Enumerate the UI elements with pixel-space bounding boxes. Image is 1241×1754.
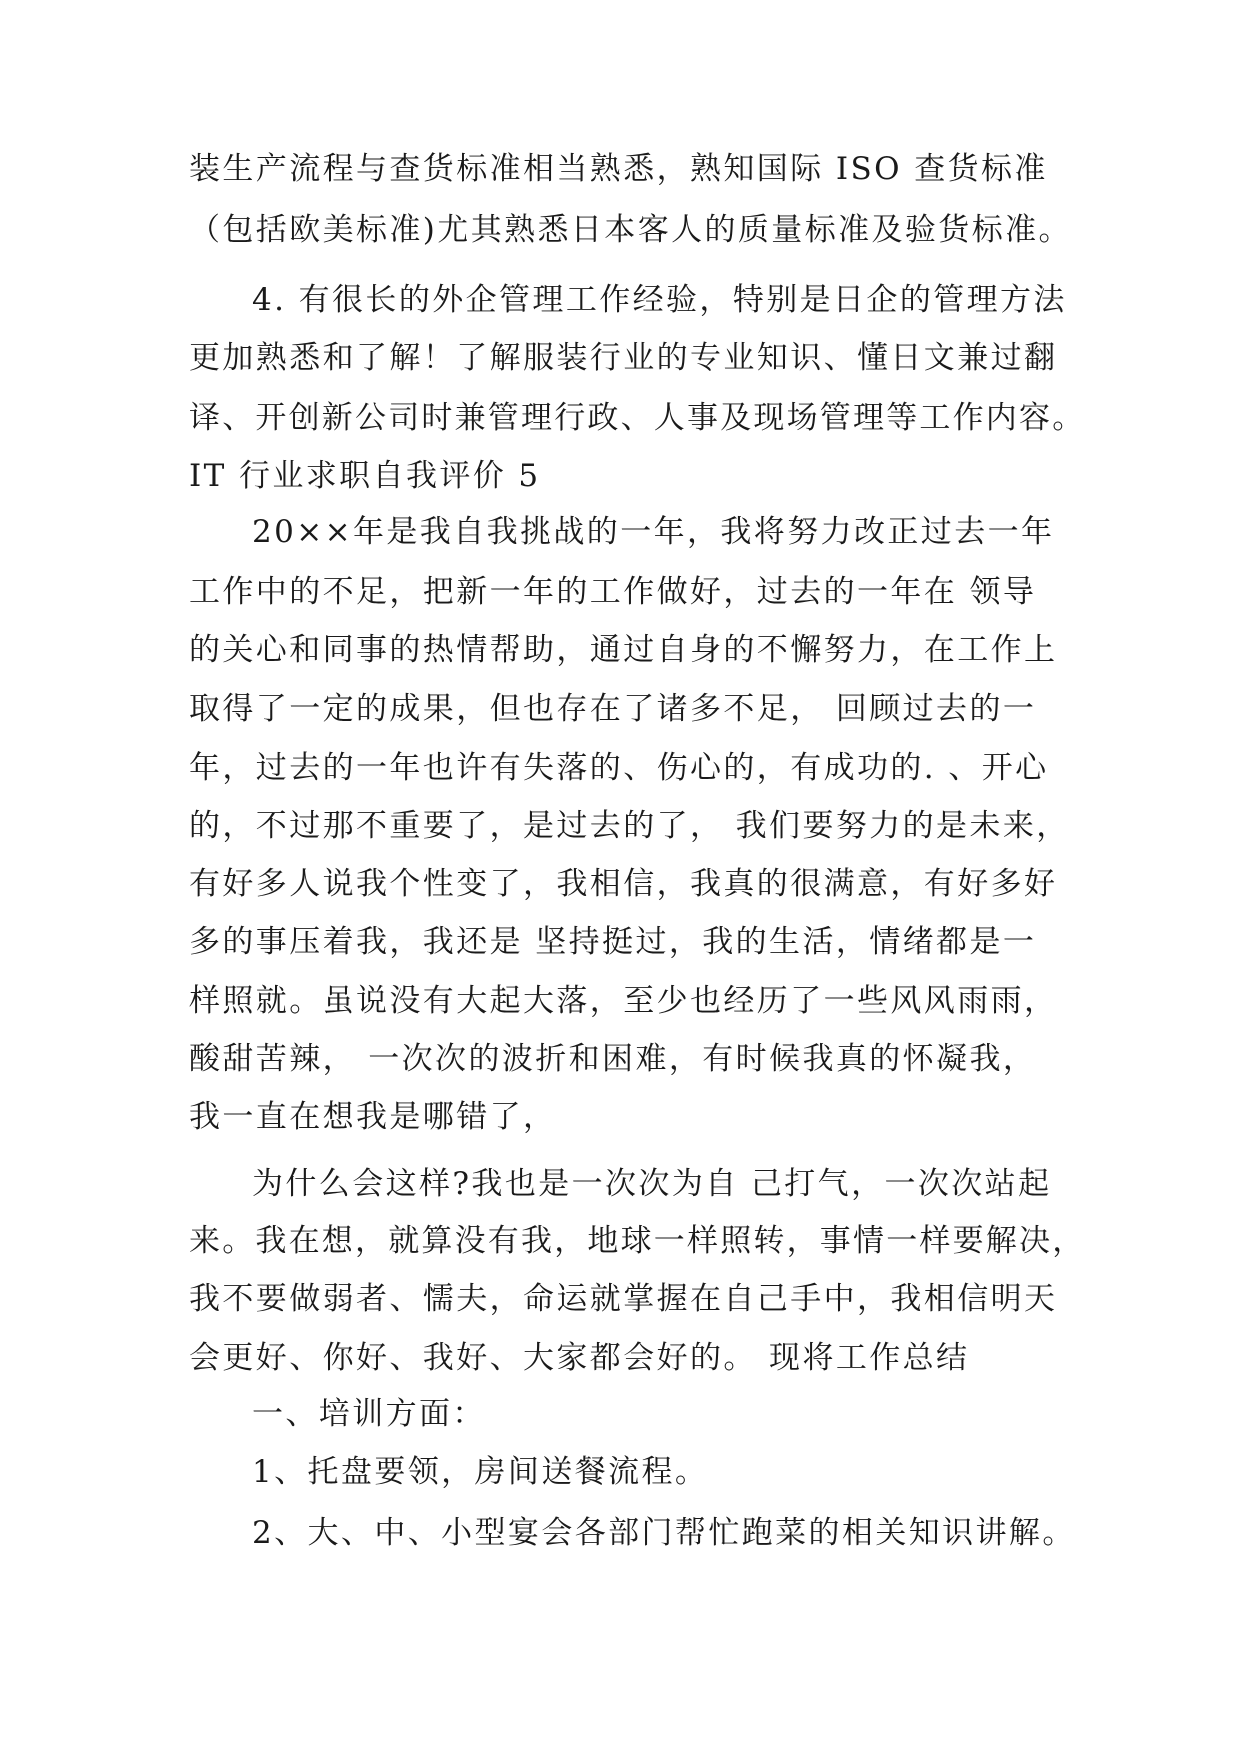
text-line: 我一直在想我是哪错了， bbox=[189, 1099, 557, 1135]
text-line: （包括欧美标准)尤其熟悉日本客人的质量标准及验货标准。 bbox=[189, 212, 1072, 248]
text-line: 译、开创新公司时兼管理行政、人事及现场管理等工作内容。 bbox=[189, 400, 1086, 436]
text-line: 样照就。虽说没有大起大落，至少也经历了一些风风雨雨， bbox=[189, 983, 1058, 1019]
text-line: 年，过去的一年也许有失落的、伤心的，有成功的. 、开心 bbox=[189, 750, 1049, 786]
list-item: 2、大、中、小型宴会各部门帮忙跑菜的相关知识讲解。 bbox=[252, 1515, 1076, 1551]
section-heading: IT 行业求职自我评价 5 bbox=[189, 458, 541, 494]
text-line: 多的事压着我，我还是 坚持挺过，我的生活，情绪都是一 bbox=[189, 924, 1037, 960]
text-line: 更加熟悉和了解！了解服装行业的专业知识、懂日文兼过翻 bbox=[189, 340, 1058, 376]
text-line: 工作中的不足，把新一年的工作做好，过去的一年在 领导 bbox=[189, 574, 1037, 610]
text-line: 装生产流程与查货标准相当熟悉，熟知国际 ISO 查货标准 bbox=[189, 151, 1048, 187]
text-line: 为什么会这样?我也是一次次为自 己打气，一次次站起 bbox=[252, 1166, 1052, 1202]
text-line: 来。我在想，就算没有我，地球一样照转，事情一样要解决， bbox=[189, 1223, 1086, 1259]
text-line: 酸甜苦辣， 一次次的波折和困难，有时候我真的怀凝我， bbox=[189, 1041, 1037, 1077]
text-line: 20××年是我自我挑战的一年，我将努力改正过去一年 bbox=[252, 514, 1055, 550]
text-line: 的，不过那不重要了，是过去的了， 我们要努力的是未来， bbox=[189, 808, 1070, 844]
list-heading: 一、培训方面： bbox=[252, 1396, 486, 1432]
text-line: 取得了一定的成果，但也存在了诸多不足， 回顾过去的一 bbox=[189, 691, 1037, 727]
text-line: 我不要做弱者、懦夫，命运就掌握在自己手中，我相信明天 bbox=[189, 1281, 1058, 1317]
text-line: 的关心和同事的热情帮助，通过自身的不懈努力，在工作上 bbox=[189, 632, 1058, 668]
text-line: 有好多人说我个性变了，我相信，我真的很满意，有好多好 bbox=[189, 866, 1058, 902]
text-line: 4. 有很长的外企管理工作经验，特别是日企的管理方法 bbox=[252, 282, 1067, 318]
text-line: 会更好、你好、我好、大家都会好的。 现将工作总结 bbox=[189, 1340, 970, 1376]
list-item: 1、托盘要领，房间送餐流程。 bbox=[252, 1454, 709, 1490]
